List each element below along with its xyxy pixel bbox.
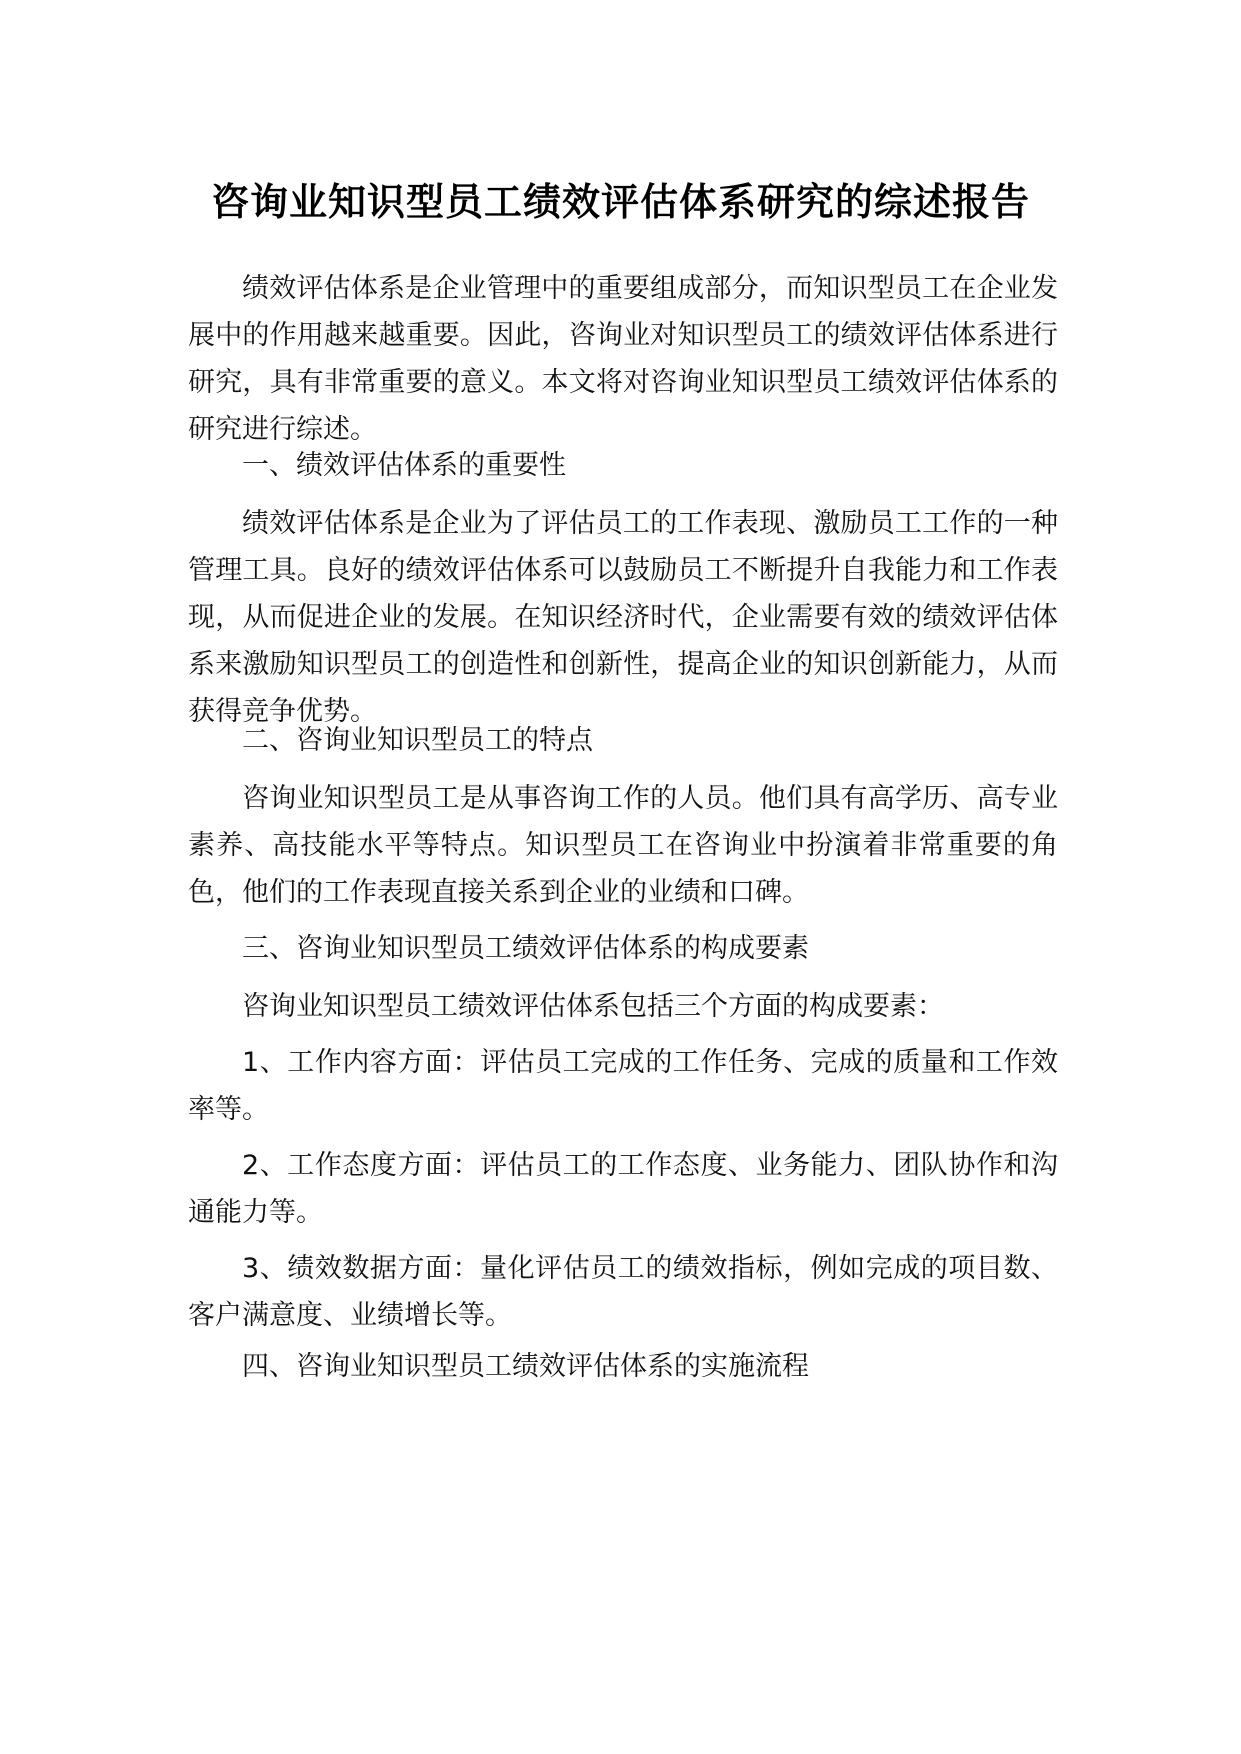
heading-section-3: 三、咨询业知识型员工绩效评估体系的构成要素 (242, 933, 809, 964)
heading-section-4: 四、咨询业知识型员工绩效评估体系的实施流程 (242, 1351, 809, 1382)
document-title: 咨询业知识型员工绩效评估体系研究的综述报告 (210, 180, 1030, 224)
paragraph-section-2: 咨询业知识型员工是从事咨询工作的人员。他们具有高学历、高专业素养、高技能水平等特点。知识型员工在咨询业中扮演着非常重要的角色，他们的工作表现直接关系到企业的业绩和口碑。 (188, 783, 1058, 908)
heading-section-1: 一、绩效评估体系的重要性 (242, 450, 566, 481)
heading-section-2: 二、咨询业知识型员工的特点 (242, 725, 593, 756)
list-item-1: 1、工作内容方面：评估员工完成的工作任务、完成的质量和工作效率等。 (188, 1047, 1058, 1125)
list-item-2: 2、工作态度方面：评估员工的工作态度、业务能力、团队协作和沟通能力等。 (188, 1150, 1058, 1228)
paragraph-intro: 绩效评估体系是企业管理中的重要组成部分，而知识型员工在企业发展中的作用越来越重要。因此，咨询业对知识型员工的绩效评估体系进行研究，具有非常重要的意义。本文将对咨询业知识型员工绩效评估体系的研究进行综述。 (188, 273, 1058, 445)
paragraph-section-1: 绩效评估体系是企业为了评估员工的工作表现、激励员工工作的一种管理工具。良好的绩效评估体系可以鼓励员工不断提升自我能力和工作表现，从而促进企业的发展。在知识经济时代，企业需要有效的绩效评估体系来激励知识型员工的创造性和创新性，提高企业的知识创新能力，从而获得竞争优势。 (188, 508, 1058, 727)
list-item-3: 3、绩效数据方面：量化评估员工的绩效指标，例如完成的项目数、客户满意度、业绩增长等。 (188, 1253, 1058, 1331)
paragraph-section-3-intro: 咨询业知识型员工绩效评估体系包括三个方面的构成要素： (242, 991, 944, 1022)
